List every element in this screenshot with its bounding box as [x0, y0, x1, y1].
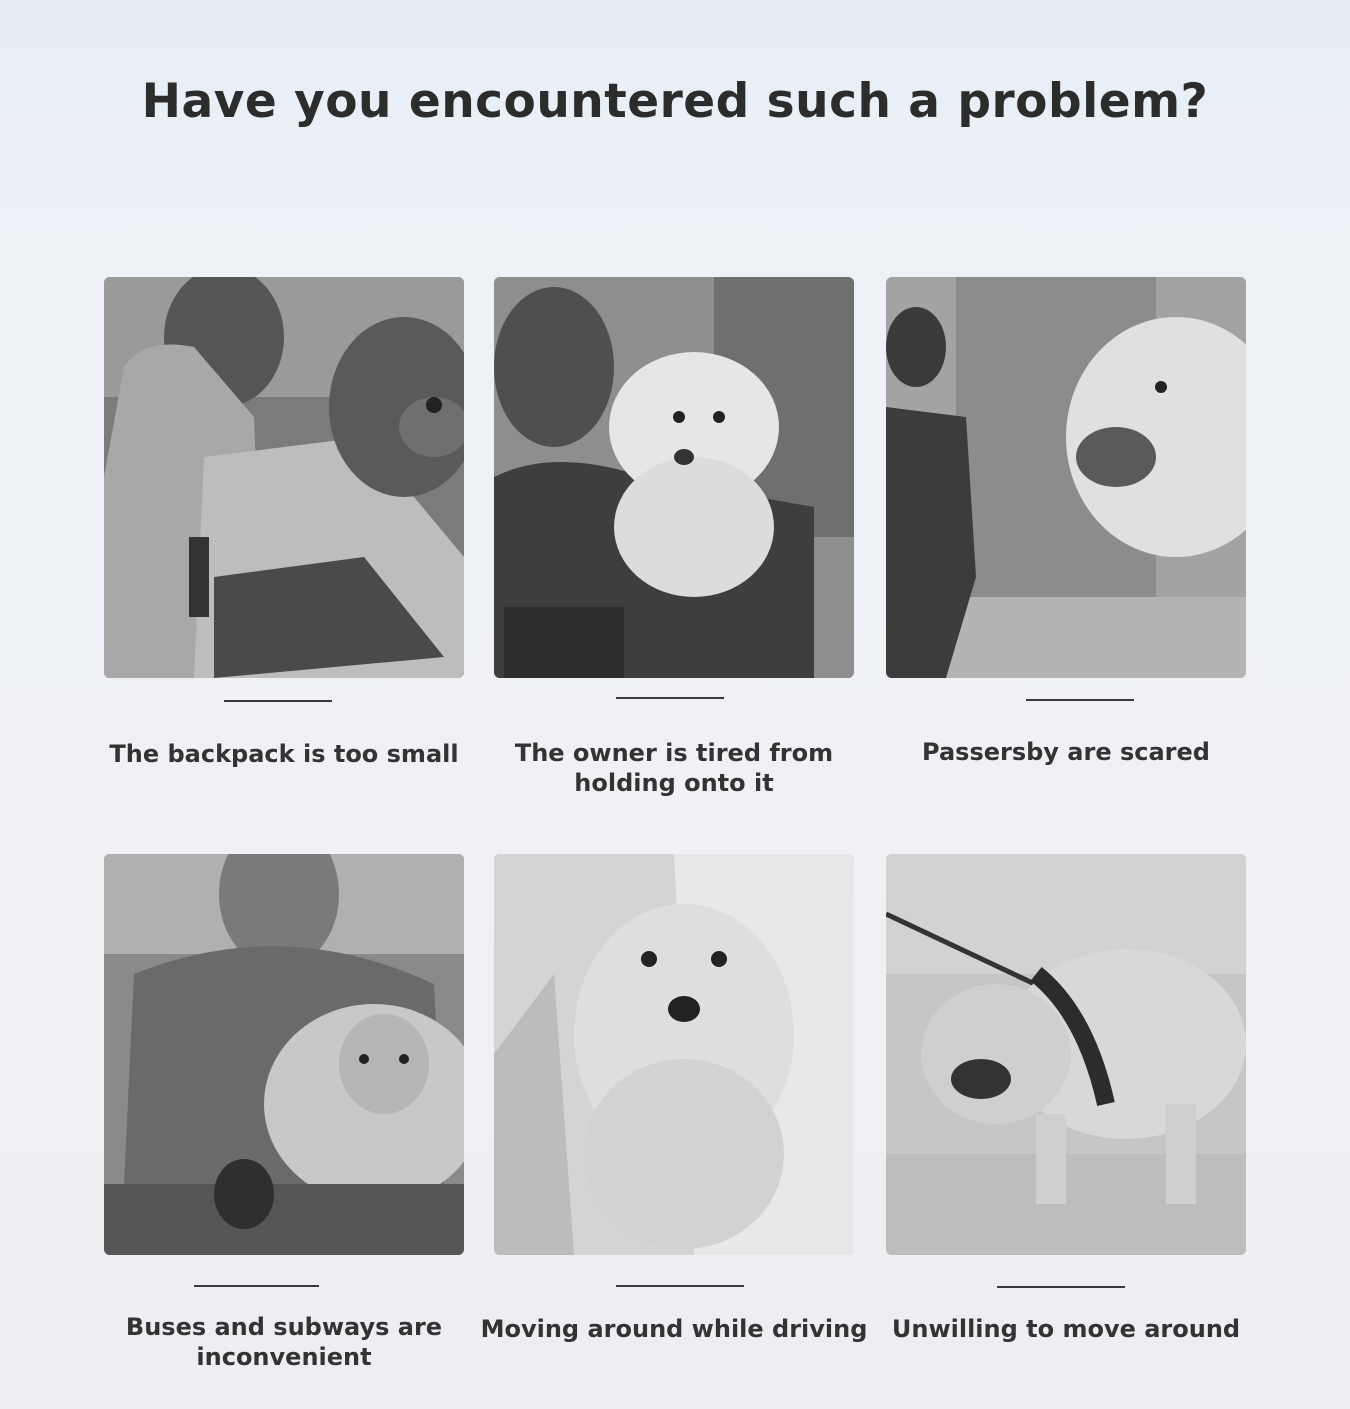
caption: Unwilling to move around	[891, 1315, 1241, 1343]
caption: The owner is tired from holding onto it	[514, 739, 834, 797]
woman-holding-dog-photo	[104, 854, 464, 1255]
dog-in-backpack-photo	[104, 277, 464, 678]
divider	[997, 1286, 1125, 1288]
caption: The backpack is too small	[109, 740, 459, 768]
bulldog-on-leash-photo	[886, 854, 1246, 1255]
owner-holding-dog-photo	[494, 277, 854, 678]
page-title: Have you encountered such a problem?	[141, 74, 1209, 129]
divider	[616, 697, 724, 699]
divider	[224, 700, 332, 702]
caption: Passersby are scared	[922, 738, 1210, 766]
child-and-dog-photo	[886, 277, 1246, 678]
divider	[616, 1285, 744, 1287]
dog-in-car-window-photo	[494, 854, 854, 1255]
caption: Moving around while driving	[480, 1315, 868, 1343]
divider	[1026, 699, 1134, 701]
caption: Buses and subways are inconvenient	[125, 1313, 443, 1371]
divider	[194, 1285, 319, 1287]
